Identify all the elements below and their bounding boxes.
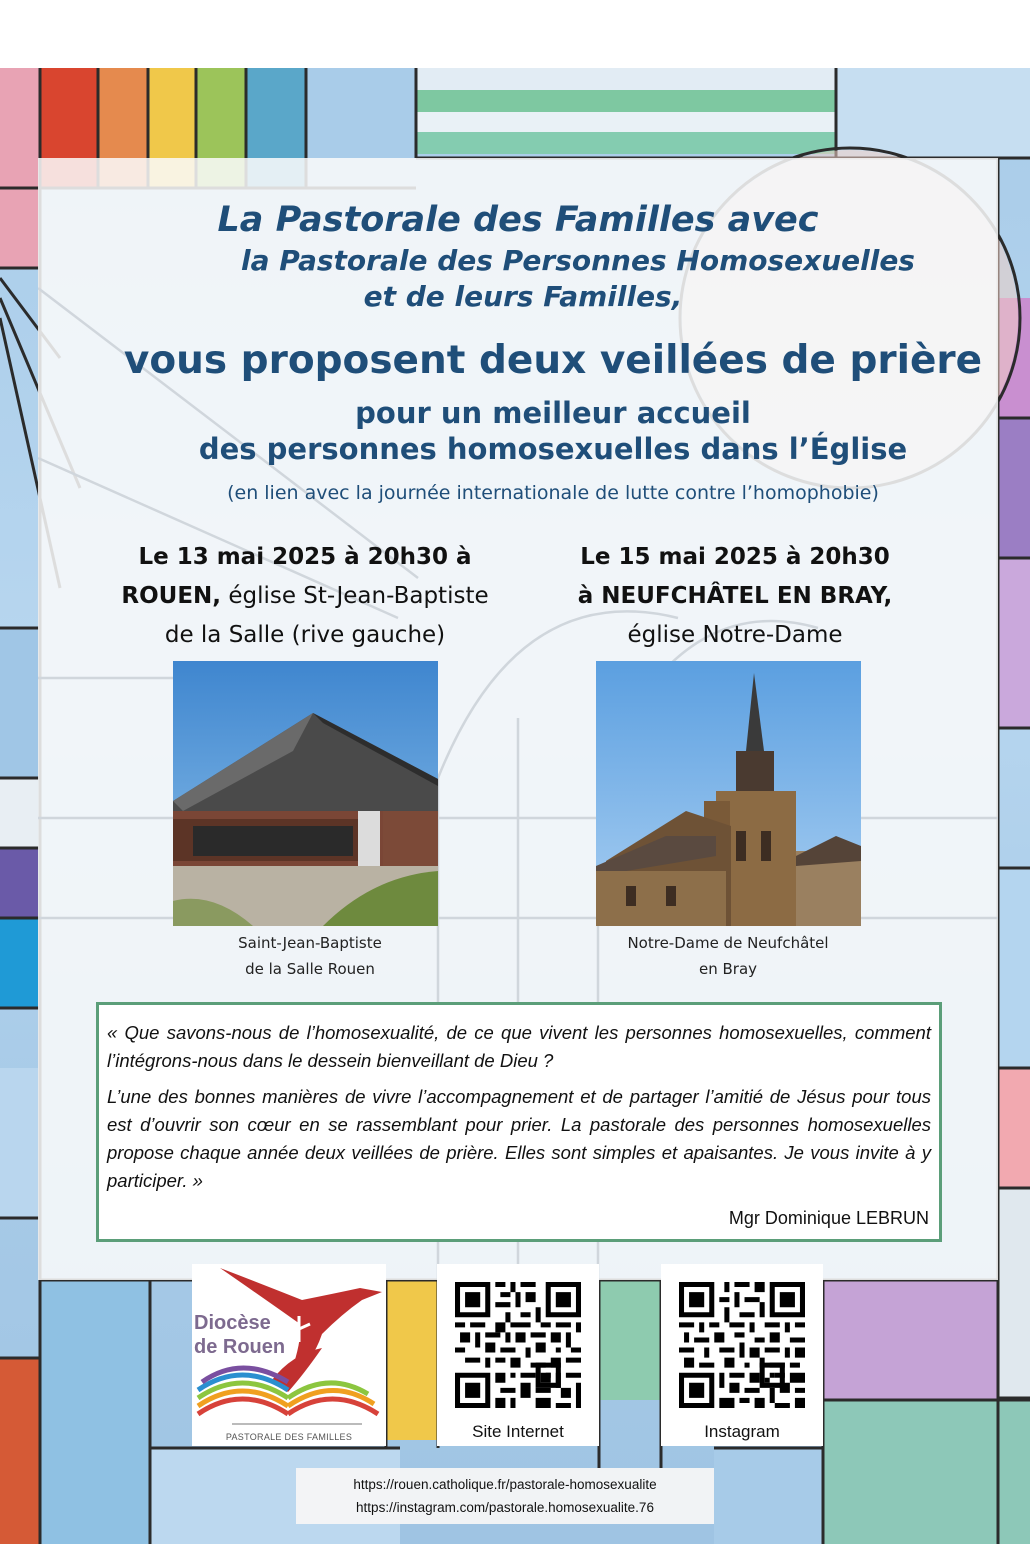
- qr-label-instagram: Instagram: [704, 1422, 780, 1441]
- title-line-2: la Pastorale des Personnes Homosexuelles: [241, 244, 915, 277]
- quote-signature: Mgr Dominique LEBRUN: [728, 1208, 929, 1228]
- church-photo-rouen: [173, 661, 438, 926]
- photo-caption-rouen: [160, 930, 460, 982]
- event-city: à NEUFCHÂTEL EN BRAY,: [577, 583, 893, 609]
- church-photo-neufchatel: [596, 661, 861, 926]
- qr-tile-website[interactable]: [437, 1264, 599, 1446]
- qr-tile-instagram[interactable]: [661, 1264, 823, 1446]
- event-rouen: [85, 538, 525, 655]
- quote-paragraph-1: « Que savons-nous de l’homosexualité, de ce que vivent les personnes homosexuelles, comment l’intégrons-nous dans le dessein bienveillant de Dieu ?: [107, 1022, 931, 1071]
- event-place-2: de la Salle (rive gauche): [164, 622, 446, 648]
- title-line-3: et de leurs Familles,: [363, 280, 683, 313]
- quote-paragraph-2: L’une des bonnes manières de vivre l’accompagnement et de partager l’amitié de Jésus pour tous est d’ouvrir son cœur en se rassemblant pour prier. La pastorale des personnes homosexuelles propose chaque année deux veillées de prière. Elles sont simples et apaisantes. Je vous invite à y participer. »: [107, 1086, 931, 1191]
- event-place: église St-Jean-Baptiste: [221, 583, 489, 609]
- qr-label-website: Site Internet: [472, 1422, 564, 1441]
- logo-subtitle: PASTORALE DES FAMILLES: [225, 1432, 353, 1442]
- qr-code-icon[interactable]: [455, 1282, 581, 1408]
- logo-name-line-2: de Rouen: [194, 1336, 286, 1358]
- event-place-2: église Notre-Dame: [627, 622, 843, 648]
- caption-line-2: en Bray: [698, 960, 758, 978]
- event-city: ROUEN,: [121, 583, 222, 609]
- instagram-link[interactable]: https://instagram.com/pastorale.homosexualite.76: [356, 1500, 654, 1515]
- headline: vous proposent deux veillées de prière: [123, 338, 983, 383]
- website-link[interactable]: https://rouen.catholique.fr/pastorale-homosexualite: [353, 1477, 657, 1492]
- subheadline-1: pour un meilleur accueil: [355, 396, 751, 430]
- caption-line-1: Notre-Dame de Neufchâtel: [627, 934, 829, 952]
- event-date: Le 15 mai 2025 à 20h30: [580, 544, 890, 570]
- event-date: Le 13 mai 2025 à 20h30 à: [138, 544, 472, 570]
- caption-line-1: Saint-Jean-Baptiste: [238, 934, 382, 952]
- logo-name-line-1: Diocèse: [194, 1312, 271, 1334]
- qr-code-icon[interactable]: [679, 1282, 805, 1408]
- diocese-logo: [192, 1264, 386, 1446]
- event-neufchatel: [515, 538, 955, 655]
- subheadline-2: des personnes homosexuelles dans l’Église: [198, 432, 908, 466]
- quote-box: [96, 1002, 942, 1242]
- title-line-1: La Pastorale des Familles avec: [217, 200, 819, 240]
- links-box: [296, 1468, 714, 1524]
- caption-line-2: de la Salle Rouen: [245, 960, 375, 978]
- photo-caption-neufchatel: [578, 930, 878, 982]
- note: (en lien avec la journée internationale de lutte contre l’homophobie): [227, 482, 879, 504]
